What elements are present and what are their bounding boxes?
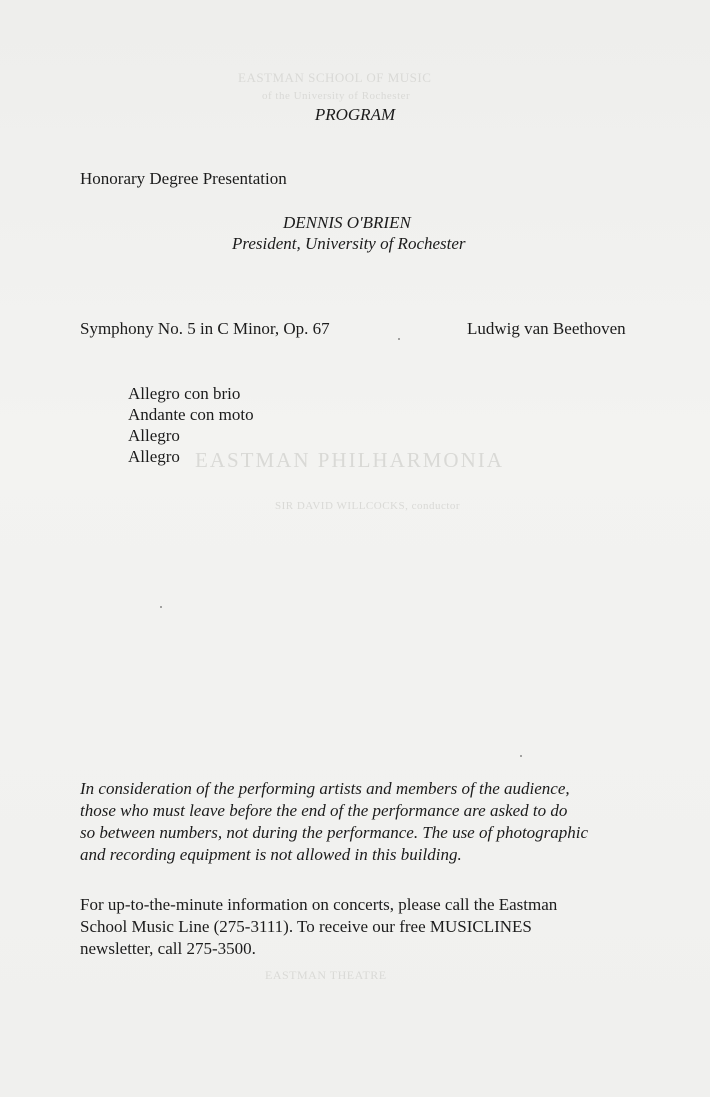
movement-3: Allegro	[128, 426, 180, 445]
presenter-name: DENNIS O'BRIEN	[283, 213, 411, 232]
bleed-through-mark: EASTMAN PHILHARMONIA	[195, 448, 504, 472]
paper-speck	[398, 338, 400, 340]
etiquette-line: and recording equipment is not allowed in this building.	[80, 845, 462, 864]
music-line-notice	[80, 894, 680, 960]
bleed-through-mark: EASTMAN SCHOOL OF MUSIC	[238, 70, 432, 85]
info-line: newsletter, call 275-3500.	[80, 939, 256, 958]
etiquette-line: so between numbers, not during the performance. The use of photographic	[80, 823, 589, 842]
paper-speck	[160, 606, 162, 608]
etiquette-notice	[80, 778, 680, 866]
movement-2: Andante con moto	[128, 405, 254, 424]
etiquette-line: In consideration of the performing artists and members of the audience,	[80, 779, 570, 798]
composer-name: Ludwig van Beethoven	[467, 319, 626, 338]
work-title: Symphony No. 5 in C Minor, Op. 67	[80, 319, 330, 338]
honorary-degree-item: Honorary Degree Presentation	[80, 169, 287, 188]
info-line: For up-to-the-minute information on concerts, please call the Eastman	[80, 895, 558, 914]
movement-1: Allegro con brio	[128, 384, 241, 403]
presenter-title: President, University of Rochester	[232, 234, 466, 253]
info-line: School Music Line (275-3111). To receive our free MUSICLINES	[80, 917, 532, 936]
bleed-through-mark: SIR DAVID WILLCOCKS, conductor	[275, 500, 461, 512]
movement-4: Allegro	[128, 447, 180, 466]
program-heading: PROGRAM	[314, 105, 396, 124]
bleed-through-mark: of the University of Rochester	[262, 90, 411, 102]
etiquette-line: those who must leave before the end of the performance are asked to do	[80, 801, 568, 820]
bleed-through-mark: EASTMAN THEATRE	[265, 968, 387, 982]
paper-speck	[520, 755, 522, 757]
